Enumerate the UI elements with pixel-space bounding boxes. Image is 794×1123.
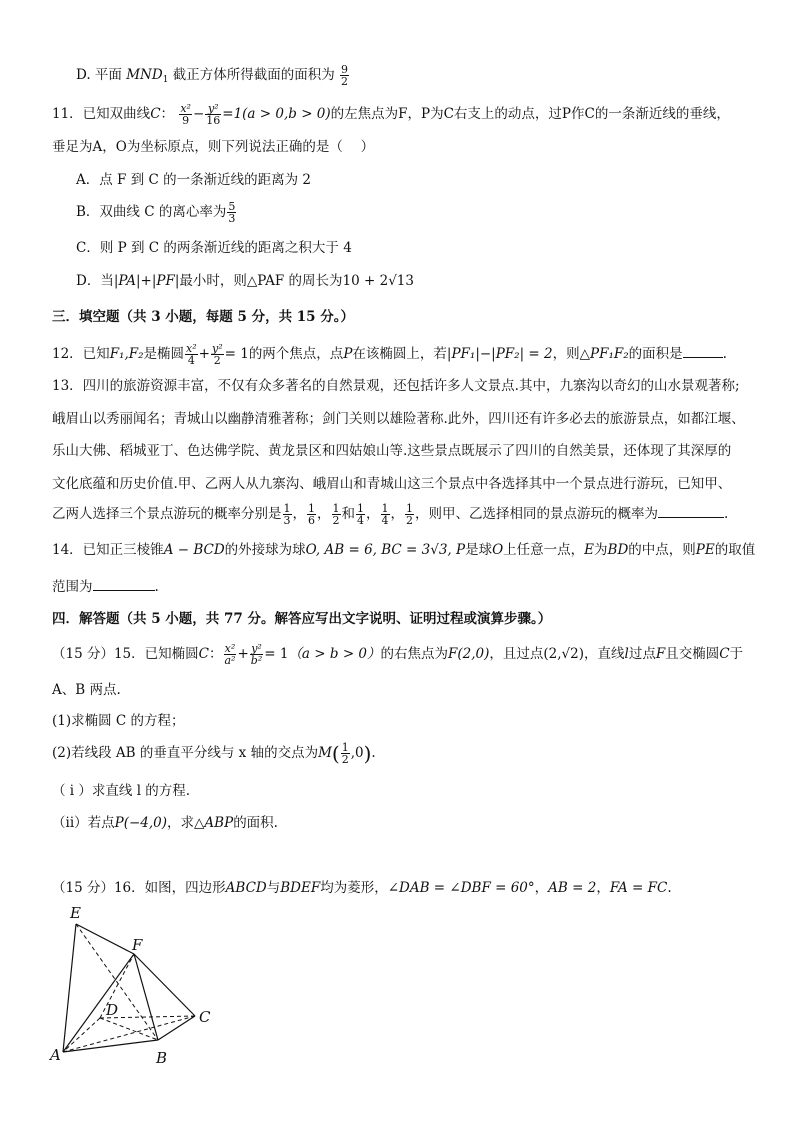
q13-frac2 (307, 503, 316, 526)
q12-triangle: △PF₁F₂ (579, 346, 629, 362)
q11-c: C (150, 106, 161, 122)
frac-den: 6 (308, 514, 315, 527)
q11-cond: =1(a > 0,b > 0) (222, 106, 331, 122)
q13-line4: 文化底蕴和历史价值.甲、乙两人从九寨沟、峨眉山和青城山这三个景点中各选择其中一个景点进行游玩，已知甲、 (52, 476, 732, 492)
q13-frac4 (356, 503, 365, 526)
q15-c2: C (719, 646, 730, 662)
q15-text1: 的右焦点为 (380, 646, 449, 662)
q15-part1: (1)求椭圆 C 的方程； (52, 713, 185, 729)
q13-frac5 (381, 503, 390, 526)
label-f: F (132, 936, 143, 954)
q15-p2-post: ,0 (350, 745, 364, 761)
q11-text: 的左焦点为F，P为C右支上的动点，过P作C的一条渐近线的垂线， (330, 106, 730, 122)
q15-eq: = 1 (264, 646, 289, 662)
q13-end: . (724, 506, 729, 522)
q15-frac2 (250, 643, 263, 666)
q14-text1: 14．已知正三棱锥 (52, 542, 164, 558)
q15-stem (52, 643, 743, 666)
frac-den: 2 (332, 514, 340, 527)
q15-text5: 且交椭圆 (665, 646, 720, 662)
q11-optd-expr: |PA|+|PF| (113, 273, 180, 289)
q12-plus: + (198, 346, 210, 362)
q12-p: P (343, 346, 353, 362)
q15-point: (2,√2) (543, 646, 584, 662)
q12-end: . (722, 346, 727, 362)
frac-num: 1 (406, 502, 413, 515)
q12-text5: 的面积是 (628, 346, 683, 362)
frac-den: 2 (341, 75, 349, 88)
q11-option-a: A．点 F 到 C 的一条渐近线的距离为 2 (76, 172, 311, 188)
q11-optb-fraction (227, 201, 236, 224)
q13-line2: 峨眉山以秀丽闻名；青城山以幽静清雅著称；剑门关则以雄险著称.此外，四川还有许多必去的旅游景点，如都江堰、 (52, 411, 745, 427)
q12-eq: = 1 (224, 346, 249, 362)
q16-fa: FA = FC (609, 880, 668, 896)
frac-num: x² (224, 642, 236, 655)
q11-optd-text: D．当 (76, 273, 114, 289)
q14-line2 (52, 576, 159, 598)
q14-text4: 上任意一点， (503, 542, 585, 558)
label-d: D (106, 1001, 119, 1019)
q16-bdef: BDEF (280, 880, 321, 896)
q14-text3: 是球 (465, 542, 493, 558)
frac-num: 1 (283, 502, 291, 515)
q14-text5: 为 (594, 542, 608, 558)
q16-ab: AB = 2 (548, 880, 597, 896)
q11-num: 11．已知双曲线 (52, 106, 151, 122)
q16-text1: 与 (266, 880, 281, 896)
q12-text3: 在该椭圆上，若 (352, 346, 447, 362)
q15-text3: ，直线 (584, 646, 625, 662)
frac-den: 3 (283, 514, 291, 527)
q11-optd-mid: 最小时，则△PAF 的周长为 (179, 273, 343, 289)
q13-line5: 乙两人选择三个景点游玩的概率分别是 $\frac{1}{3}$ ， $\frac{1}{6}$ ， $\frac{1}{2}$ 和 $\frac{1}{4}$ ， $\frac{1}{4}$ ， $\frac{1}{2}$ ，则甲、乙选择相同的景点游玩的概率为 . (52, 502, 729, 527)
q15-pii-triangle: △ABP (194, 815, 234, 831)
q11-minus: − (192, 106, 205, 122)
q16-num: （15 分）16．如图，四边形 (52, 880, 226, 896)
q10-optd-sub: 1 (162, 75, 169, 85)
q15-num: （15 分）15．已知椭圆 (52, 646, 199, 662)
frac-num: 9 (341, 63, 349, 76)
edge-ea (63, 924, 76, 1052)
q15-cond: （a > b > 0） (288, 646, 381, 662)
q12-text1: 是椭圆 (143, 346, 185, 362)
frac-num: y² (205, 103, 221, 115)
frac-num: 1 (308, 502, 315, 515)
q11-option-c: C．则 P 到 C 的两条渐近线的距离之积大于 4 (76, 240, 352, 256)
q15-pii-point: P(−4,0) (114, 815, 168, 831)
q13-and: 和 (341, 506, 355, 522)
frac-num: 1 (381, 502, 389, 515)
q15-part-i: （ i ）求直线 l 的方程. (52, 783, 191, 799)
frac-den: 2 (406, 514, 413, 527)
q16-end: . (667, 880, 672, 896)
q11-option-b (76, 201, 237, 224)
q16-stem (52, 877, 672, 899)
q13-frac6 (405, 503, 414, 526)
q15-frac1 (224, 643, 237, 666)
q12-stem (52, 343, 727, 366)
label-c: C (199, 1008, 211, 1026)
q14-pe: PE (695, 542, 715, 558)
q13-line3: 乐山大佛、稻城亚丁、色达佛学院、黄龙景区和四姑娘山等.这些景点既展示了四川的自然美景，还体现了其深厚的 (52, 443, 732, 459)
q14-line1 (52, 539, 755, 561)
q11-stem-line2: 垂足为A，O为坐标原点，则下列说法正确的是（ ） (52, 139, 375, 155)
frac-den: 2 (341, 753, 349, 766)
q14-text2: 的外接球为球 (224, 542, 306, 558)
q15-line2: A、B 两点. (52, 682, 121, 698)
q14-text7: 的取值 (714, 542, 756, 558)
q16-abcd: ABCD (225, 880, 267, 896)
section-4-heading: 四．解答题（共 5 小题，共 77 分。解答应写出文字说明、证明过程或演算步骤。） (52, 611, 552, 627)
q14-end: . (154, 579, 159, 595)
q14-bd: BD (607, 542, 629, 558)
frac-den: 4 (357, 514, 364, 527)
label-b: B (156, 1049, 168, 1067)
q10-optd-label: D. 平面 (76, 67, 122, 83)
q11-option-d (76, 270, 414, 292)
frac-num: x² (180, 102, 191, 115)
q15-f: F (655, 646, 666, 662)
q11-stem-line1 (52, 103, 730, 126)
q12-text4: ，则 (552, 346, 580, 362)
frac-num: x² (186, 342, 197, 355)
q15-pii-text: （ii）若点 (52, 815, 115, 831)
q14-answer-blank[interactable] (93, 576, 155, 591)
q16-geometry-figure (40, 900, 230, 1075)
q12-text2: 的两个焦点，点 (248, 346, 344, 362)
edge-db-hidden (100, 1018, 158, 1040)
q15-text4: 过点 (628, 646, 656, 662)
q12-answer-blank[interactable] (683, 343, 723, 358)
q15-plus: + (237, 646, 249, 662)
q14-o: O (492, 542, 504, 558)
q10-option-d (76, 64, 350, 91)
edge-fa (63, 954, 134, 1052)
frac-den: 2 (213, 354, 221, 367)
q15-pii-text2: ，求 (167, 815, 195, 831)
q15-c: C (198, 646, 209, 662)
frac-num: 1 (357, 502, 364, 515)
edge-ab (63, 1040, 158, 1052)
q12-cond: |PF₁|−|PF₂| = 2 (446, 346, 553, 362)
q13-text2: ，则甲、乙选择相同的景点游玩的概率为 (415, 506, 658, 522)
q15-p2-fraction (341, 742, 350, 765)
q15-p2-m: M (318, 745, 332, 761)
label-e: E (70, 904, 81, 922)
edge-eb-hidden (76, 924, 158, 1040)
q15-part2: (2)若线段 AB 的垂直平分线与 x 轴的交点为M( $\frac{1}{2}$ ,0). (52, 741, 376, 766)
q11-frac1 (179, 103, 192, 126)
frac-den: 4 (381, 514, 389, 527)
q12-frac2 (211, 343, 224, 366)
q13-answer-blank[interactable] (658, 503, 724, 518)
q12-num: 12．已知 (52, 346, 110, 362)
q10-optd-text: 截正方体所得截面的面积为 (172, 67, 335, 83)
q16-angles: ∠DAB = ∠DBF = 60° (387, 880, 535, 896)
q11-optd-val: 10 + 2√13 (342, 273, 414, 289)
frac-num: 1 (332, 502, 340, 515)
section-3-heading: 三．填空题（共 3 小题，每题 5 分，共 15 分。） (52, 309, 355, 325)
q13-frac3 (332, 503, 341, 526)
q15-p2-text: (2)若线段 AB 的垂直平分线与 x 轴的交点为 (52, 745, 319, 761)
frac-den: 16 (206, 114, 221, 127)
q11-frac2 (205, 103, 221, 126)
q11-colon: ： (160, 106, 175, 122)
q13-frac1 (283, 503, 292, 526)
q10-optd-plane: MND (126, 67, 163, 83)
frac-den: b² (250, 654, 263, 667)
q15-pii-end: 的面积. (233, 815, 278, 831)
q16-text2: 均为菱形， (320, 880, 388, 896)
q15-text6: 于 (729, 646, 744, 662)
q16-comma2: ， (596, 880, 610, 896)
q15-text2: ，且过点 (489, 646, 544, 662)
q12-frac1 (185, 343, 198, 366)
frac-den: 9 (182, 114, 190, 127)
frac-num: 1 (341, 741, 349, 754)
q14-e: E (584, 542, 595, 558)
q13-line1: 13．四川的旅游资源丰富，不仅有众多著名的自然景观，还包括许多人文景点.其中，九寨沟以奇幻的山水景观著称; (52, 378, 740, 394)
frac-den: 4 (187, 354, 195, 367)
frac-den: a² (224, 654, 236, 667)
q12-foci: F₁,F₂ (109, 346, 144, 362)
edge-ef (76, 924, 134, 954)
q15-l: l (624, 646, 629, 662)
q14-range-text: 范围为 (52, 579, 93, 595)
q15-colon: ： (209, 646, 223, 662)
q15-part-ii (52, 812, 278, 834)
edge-bc (158, 1016, 195, 1040)
q13-text: 乙两人选择三个景点游玩的概率分别是 (52, 506, 282, 522)
q15-p2-end: . (371, 745, 376, 761)
frac-num: y² (211, 342, 223, 355)
q16-comma: ， (534, 880, 549, 896)
q14-text6: 的中点，则 (628, 542, 696, 558)
frac-num: 5 (228, 200, 236, 213)
q15-focus: F(2,0) (448, 646, 490, 662)
q14-tetra: A − BCD (163, 542, 225, 558)
frac-den: 3 (228, 212, 236, 225)
q14-cond: O, AB = 6, BC = 3√3, P (305, 542, 466, 558)
q11-optb-text: B．双曲线 C 的离心率为 (76, 204, 227, 220)
edge-da-hidden (63, 1018, 100, 1052)
q10-optd-fraction (340, 64, 349, 87)
label-a: A (50, 1046, 61, 1064)
frac-num: y² (251, 642, 262, 655)
